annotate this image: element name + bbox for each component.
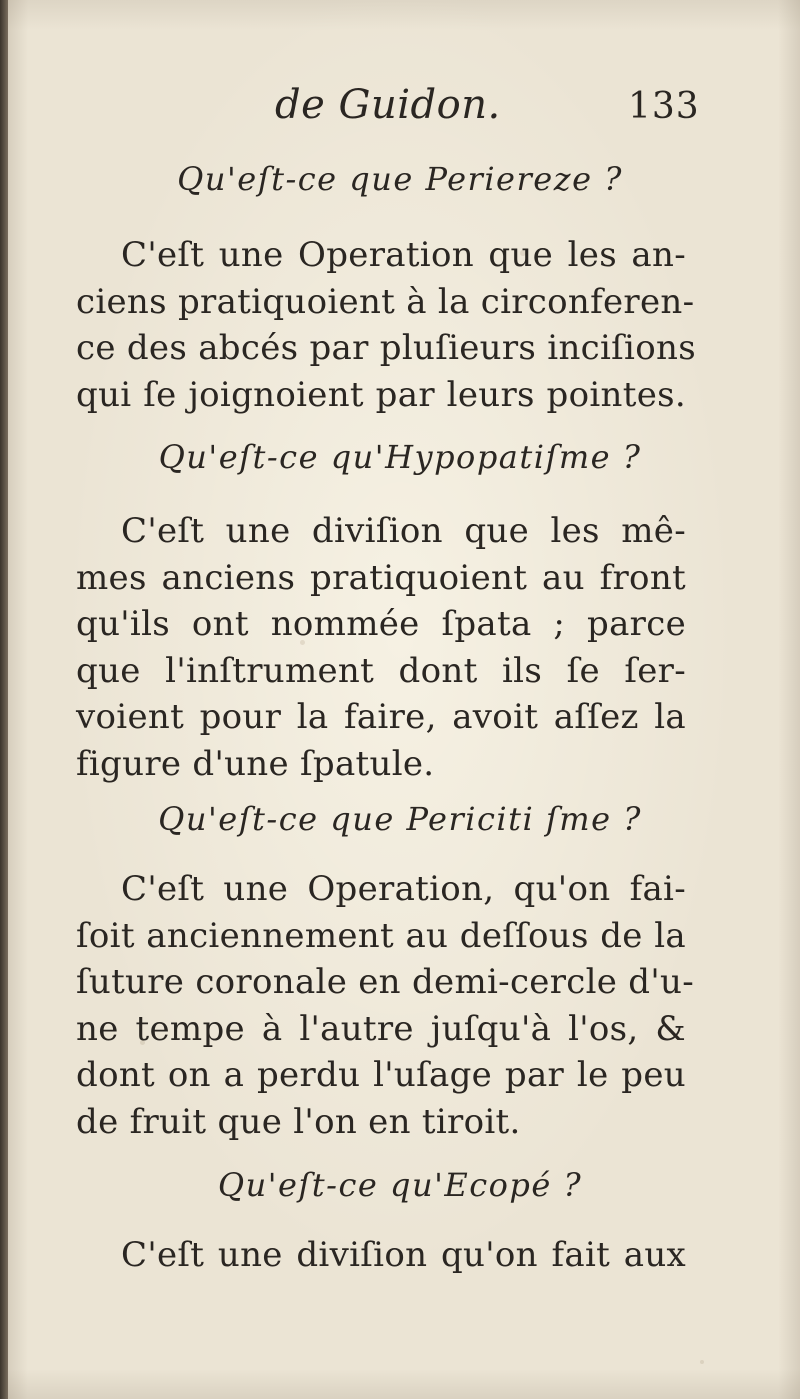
question-heading: Qu'eſt-ce que Periereze ? <box>177 160 623 198</box>
text-line: ciens pratiquoient à la circonferen- <box>76 281 695 322</box>
running-title: de Guidon. <box>275 82 501 128</box>
answer-paragraph <box>76 866 695 1145</box>
answer-paragraph <box>76 508 686 787</box>
question-heading: Qu'eſt-ce que Periciti ſme ? <box>158 800 642 838</box>
text-line: C'eſt une Operation que les an- <box>121 235 686 275</box>
answer-paragraph <box>76 1232 686 1279</box>
answer-paragraph <box>76 232 696 418</box>
text-line: voient pour la faire, avoit aſſez la <box>76 697 686 737</box>
text-line: C'eſt une diviſion qu'on fait aux <box>121 1235 686 1275</box>
page-number: 133 <box>628 86 700 127</box>
text-line: ne tempe à l'autre juſqu'à l'os, & <box>76 1008 686 1049</box>
text-line: qui ſe joignoient par leurs pointes. <box>76 374 686 415</box>
running-head <box>0 82 800 142</box>
question-heading: Qu'eſt-ce qu'Hypopatiſme ? <box>158 438 642 476</box>
question-heading: Qu'eſt-ce qu'Ecopé ? <box>217 1166 583 1204</box>
text-line: ſuture coronale en demi-cercle d'u- <box>76 962 695 1002</box>
paper-spot <box>700 1360 704 1364</box>
text-line: ſoit anciennement au deſſous de la <box>76 915 686 956</box>
text-line: C'eſt une Operation, qu'on fai- <box>121 869 686 909</box>
text-line: qu'ils ont nommée ſpata ; parce <box>76 604 686 644</box>
text-line: que l'inſtrument dont ils ſe ſer- <box>76 650 686 691</box>
text-line: figure d'une ſpatule. <box>76 743 435 784</box>
text-line: dont on a perdu l'uſage par le peu <box>76 1055 686 1095</box>
text-line: C'eſt une diviſion que les mê- <box>121 511 686 551</box>
text-line: de fruit que l'on en tiroit. <box>76 1101 521 1142</box>
text-line: ce des abcés par pluſieurs inciſions <box>76 328 696 368</box>
text-line: mes anciens pratiquoient au front <box>76 557 686 598</box>
